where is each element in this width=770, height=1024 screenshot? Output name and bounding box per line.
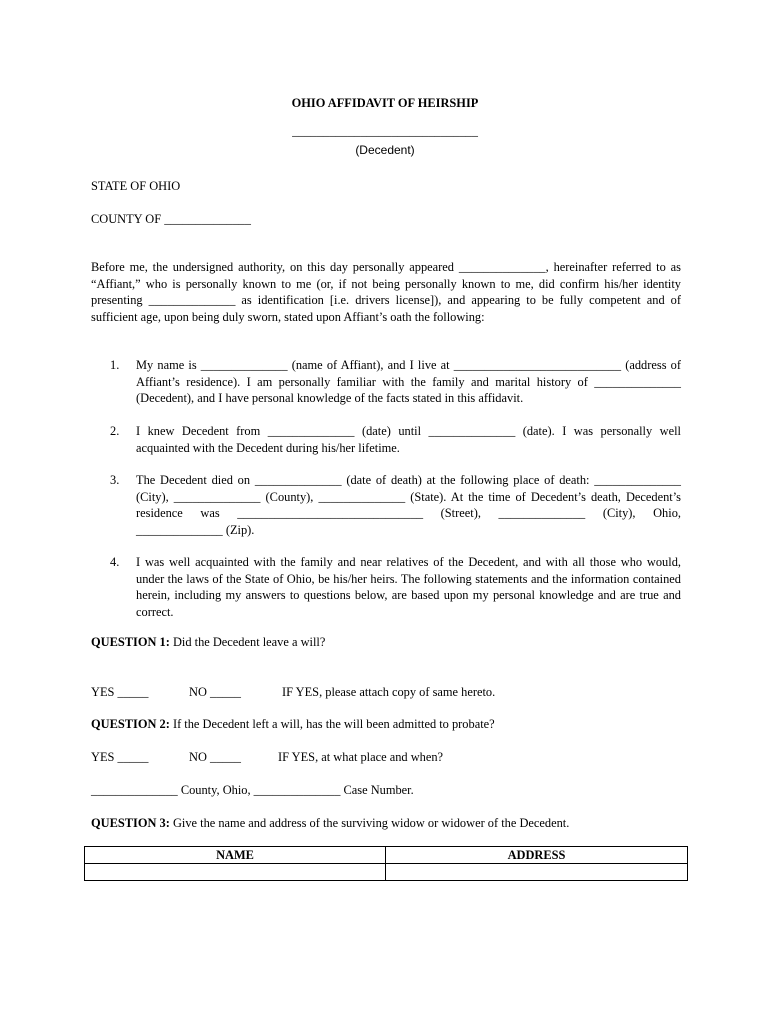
list-item-text: The Decedent died on ______________ (date of death) at the following place of death: ______________ (City), ______________ (County), ______________ (State). At the time of Decedent’s death, Decedent’s residence was ______________________________ (Street), ______________ (City), Ohio, ______________ (Zip).	[136, 473, 681, 537]
list-item-text: I was well acquainted with the family and near relatives of the Decedent, and with all those who would, under the laws of the State of Ohio, be his/her heirs. The following statements and the information contained herein, including my answers to questions below, are based upon my personal knowledge and are true and correct.	[136, 555, 681, 619]
name-column-header: NAME	[85, 847, 386, 864]
question-1-answers	[91, 685, 691, 701]
table-row	[85, 864, 688, 881]
question-1-label: QUESTION 1:	[91, 635, 170, 649]
question-1-text: Did the Decedent leave a will?	[169, 635, 326, 649]
decedent-label: (Decedent)	[355, 143, 415, 157]
q1-no-blank[interactable]: NO _____	[189, 685, 241, 699]
list-item-text: I knew Decedent from ______________ (date) until ______________ (date). I was personally well acquainted with the Decedent during his/her lifetime.	[136, 424, 681, 455]
question-1	[91, 635, 691, 650]
list-item-text: My name is ______________ (name of Affiant), and I live at ___________________________ (address of Affiant’s residence). I am personally familiar with the family and marital history of ______________ (Decedent), and I have personal knowledge of the facts stated in this affidavit.	[136, 358, 681, 405]
state-line: STATE OF OHIO	[91, 179, 181, 193]
question-3	[91, 816, 691, 831]
q1-note: IF YES, please attach copy of same hereto.	[282, 685, 496, 699]
question-3-label: QUESTION 3:	[91, 816, 170, 830]
intro-paragraph: Before me, the undersigned authority, on this day personally appeared ______________, hereinafter referred to as “Affiant,” who is personally known to me (or, if not being personally known to me, did confirm his/her identity presenting ______________ as identification [i.e. drivers license]), and appearing to be fully competent and of sufficient age, upon being duly sworn, stated upon Affiant’s oath the following:	[91, 260, 681, 324]
list-item-number: 3.	[110, 473, 120, 487]
q2-note: IF YES, at what place and when?	[278, 750, 444, 764]
question-2	[91, 717, 691, 732]
question-2-label: QUESTION 2:	[91, 717, 170, 731]
address-column-header: ADDRESS	[386, 847, 688, 864]
list-item-number: 1.	[110, 358, 120, 372]
county-line: COUNTY OF ______________	[91, 212, 251, 226]
name-cell[interactable]	[85, 864, 386, 881]
q1-yes-blank[interactable]: YES _____	[91, 685, 149, 699]
table-header-row	[85, 847, 688, 864]
question-2-text: If the Decedent left a will, has the will been admitted to probate?	[169, 717, 495, 731]
question-2-answers	[91, 750, 691, 766]
widow-table	[84, 846, 688, 881]
probate-case-line[interactable]: ______________ County, Ohio, ______________ Case Number.	[91, 783, 414, 797]
list-item-number: 2.	[110, 424, 120, 438]
question-3-text: Give the name and address of the surviving widow or widower of the Decedent.	[169, 816, 570, 830]
document-title: OHIO AFFIDAVIT OF HEIRSHIP	[291, 96, 479, 110]
list-item-number: 4.	[110, 555, 120, 569]
address-cell[interactable]	[386, 864, 688, 881]
decedent-name-blank[interactable]: ______________________________	[292, 124, 478, 138]
q2-no-blank[interactable]: NO _____	[189, 750, 241, 764]
q2-yes-blank[interactable]: YES _____	[91, 750, 149, 764]
